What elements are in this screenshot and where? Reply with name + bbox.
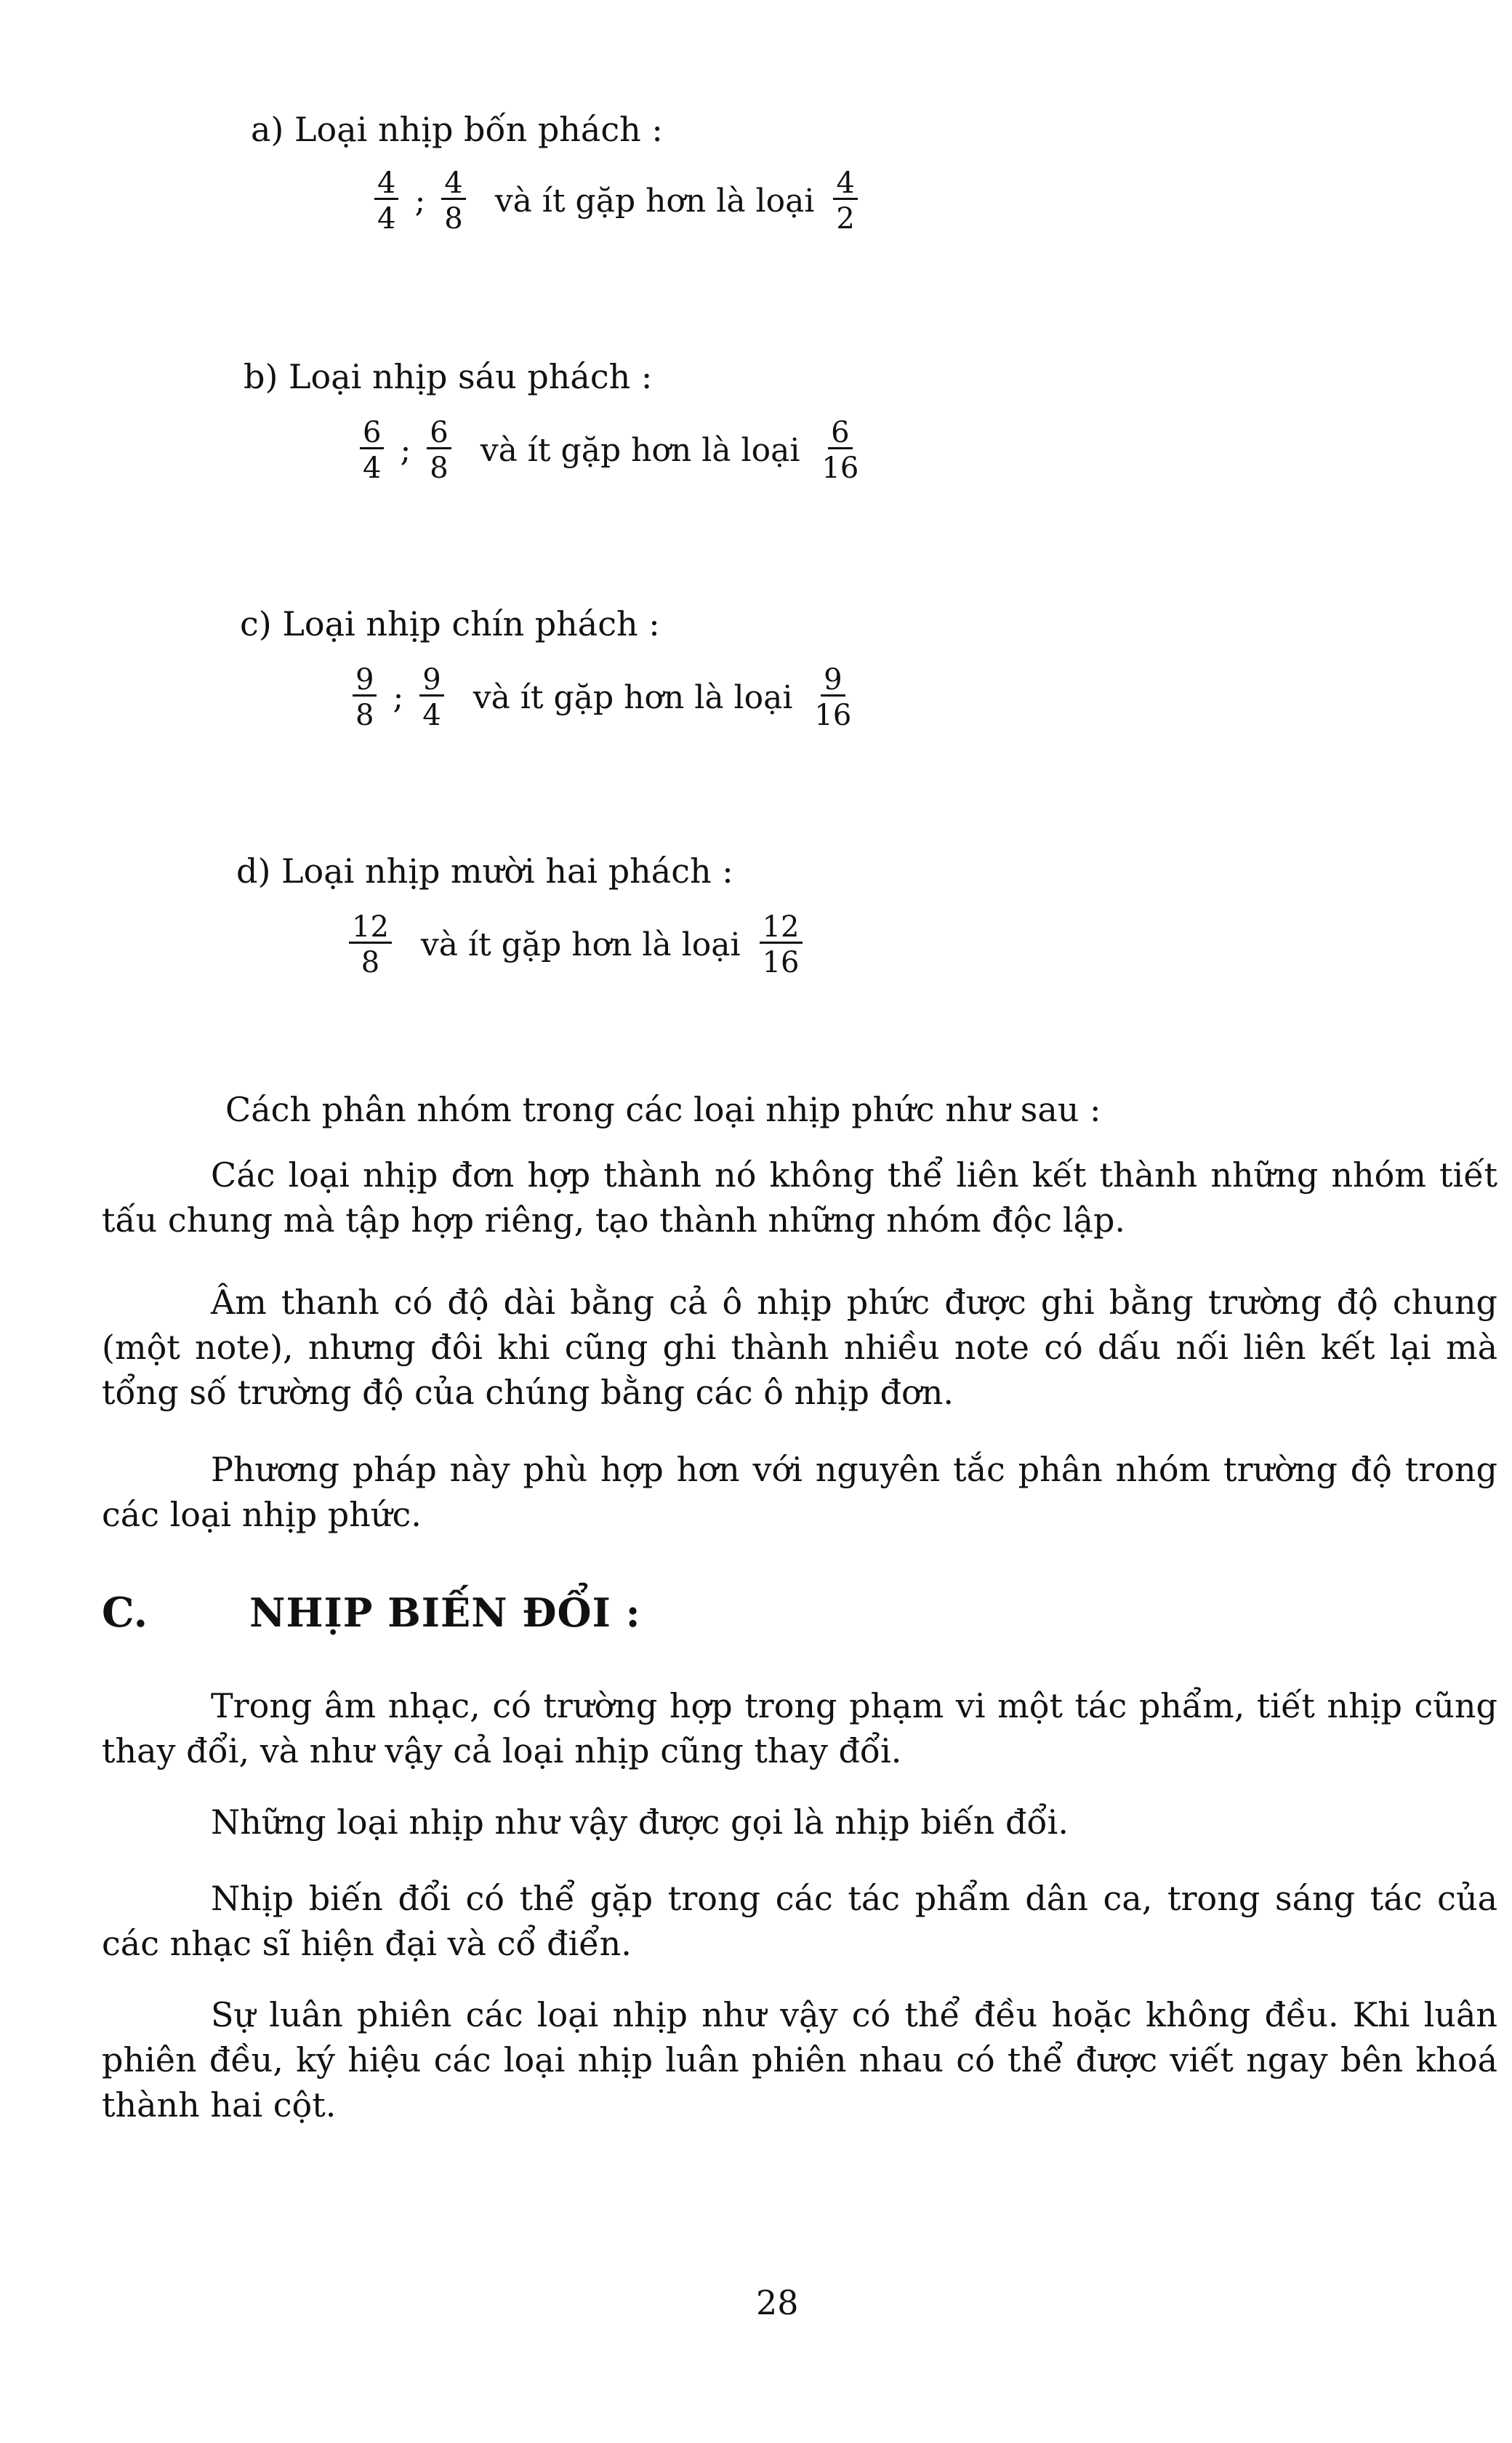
- rare-fraction: $\frac{9}{16}$: [814, 663, 852, 732]
- rare-fraction: $\frac{12}{16}$: [760, 912, 803, 977]
- paragraph: Âm thanh có độ dài bằng cả ô nhịp phức được ghi bằng trường độ chung (một note), nhưng đôi khi cũng ghi thành nhiều note có dấu nối liên kết lại mà tổng số trường độ của chúng bằng các ô nhịp đơn.: [102, 1283, 1497, 1412]
- section-title: NHỊP BIẾN ĐỔI :: [249, 1589, 641, 1636]
- section-heading: [102, 1589, 641, 1637]
- meter-item-a-label: a) Loại nhịp bốn phách :: [251, 110, 663, 149]
- rare-fraction: $\frac{6}{16}$: [821, 416, 859, 485]
- paragraph: Sự luân phiên các loại nhịp như vậy có thể đều hoặc không đều. Khi luân phiên đều, ký hiệu các loại nhịp luân phiên nhau có thể được viết ngay bên khoá thành hai cột.: [102, 1995, 1497, 2125]
- meter-item-c-label: c) Loại nhịp chín phách :: [240, 604, 660, 643]
- paragraph: Trong âm nhạc, có trường hợp trong phạm vi một tác phẩm, tiết nhịp cũng thay đổi, và như vậy cả loại nhịp cũng thay đổi.: [102, 1686, 1497, 1770]
- fraction: $\frac{6}{8}$: [427, 418, 451, 483]
- fraction: $\frac{9}{4}$: [419, 665, 443, 730]
- meter-item-c-fractions: [353, 665, 854, 730]
- paragraph: Những loại nhịp như vậy được gọi là nhịp biến đổi.: [211, 1802, 1069, 1842]
- paragraph: Cách phân nhóm trong các loại nhịp phức như sau :: [225, 1090, 1101, 1129]
- paragraph: Các loại nhịp đơn hợp thành nó không thể liên kết thành những nhóm tiết tấu chung mà tập hợp riêng, tạo thành những nhóm độc lập.: [102, 1155, 1497, 1240]
- rare-fraction: $\frac{4}{2}$: [833, 169, 857, 233]
- rest-text: và ít gặp hơn là loại: [494, 182, 815, 220]
- meter-item-d-label: d) Loại nhịp mười hai phách :: [236, 851, 733, 891]
- meter-item-b-label: b) Loại nhịp sáu phách :: [244, 357, 653, 396]
- meter-item-d-fractions: [349, 912, 803, 977]
- section-letter: C.: [102, 1589, 148, 1637]
- fraction: $\frac{4}{4}$: [374, 169, 398, 233]
- rest-text: và ít gặp hơn là loại: [480, 432, 800, 469]
- paragraph: Phương pháp này phù hợp hơn với nguyên tắc phân nhóm trường độ trong các loại nhịp phức.: [102, 1450, 1497, 1534]
- meter-item-b-fractions: [360, 418, 861, 483]
- rest-text: và ít gặp hơn là loại: [472, 679, 793, 716]
- fraction: $\frac{4}{8}$: [441, 169, 465, 233]
- fraction: $\frac{6}{4}$: [360, 418, 384, 483]
- paragraph: Nhịp biến đổi có thể gặp trong các tác phẩm dân ca, trong sáng tác của các nhạc sĩ hiện đại và cổ điển.: [102, 1879, 1497, 1963]
- fraction: $\frac{9}{8}$: [353, 665, 377, 730]
- fraction: $\frac{12}{8}$: [349, 912, 392, 977]
- separator: ;: [414, 182, 426, 220]
- page-number: 28: [756, 2283, 799, 2322]
- rest-text: và ít gặp hơn là loại: [420, 926, 741, 963]
- meter-item-a-fractions: [374, 167, 858, 236]
- separator: ;: [393, 679, 404, 716]
- separator: ;: [400, 432, 411, 469]
